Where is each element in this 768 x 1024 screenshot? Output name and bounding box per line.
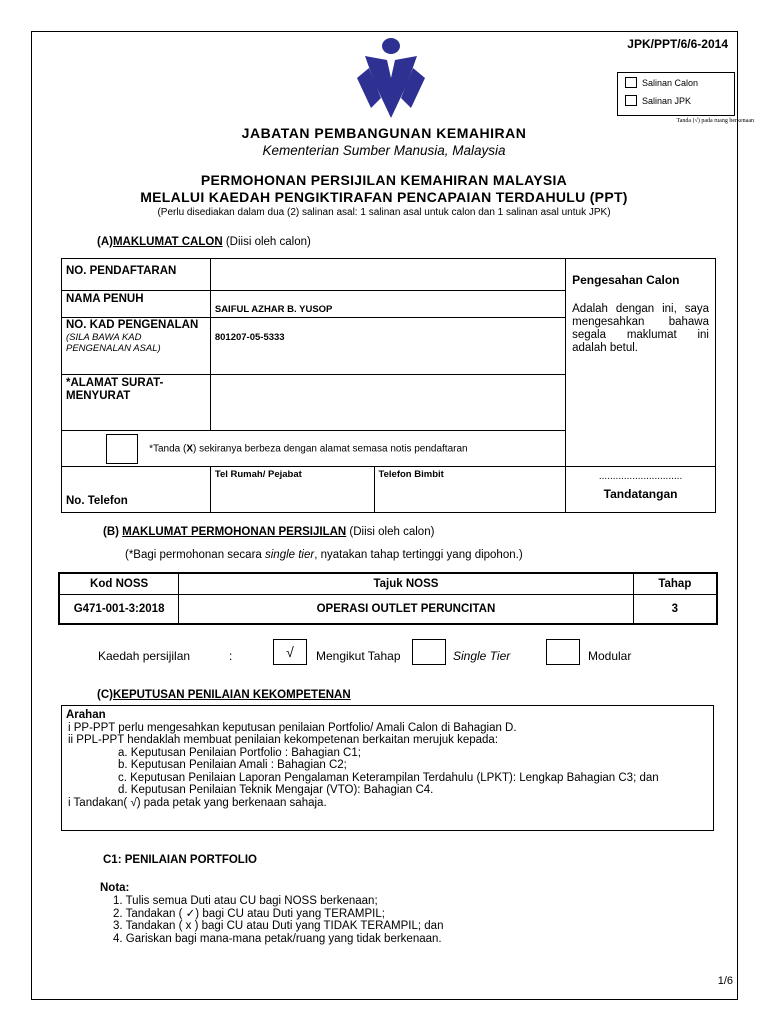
ministry-name: Kementerian Sumber Manusia, Malaysia <box>262 143 506 158</box>
nota-item: 1. Tulis semua Duti atau CU bagi NOSS berkenaan; <box>113 894 378 907</box>
arahan-line: b. Keputusan Penilaian Amali : Bahagian C2; <box>118 759 347 771</box>
kaedah-colon: : <box>229 649 233 663</box>
field-nama-penuh[interactable]: SAIFUL AZHAR B. YUSOP <box>210 291 565 318</box>
section-c-heading: (C)KEPUTUSAN PENILAIAN KEKOMPETENAN <box>97 689 351 701</box>
candidate-info-table <box>61 258 716 513</box>
tandatangan-label: Tandatangan <box>603 487 678 501</box>
page-number: 1/6 <box>717 975 733 987</box>
address-different-checkbox[interactable] <box>106 434 138 464</box>
form-title-line2: MELALUI KAEDAH PENGIKTIRAFAN PENCAPAIAN TERDAHULU (PPT) <box>140 189 628 205</box>
nota-block <box>100 882 443 946</box>
signature-line: .............................. <box>598 471 683 482</box>
arahan-title: Arahan <box>66 709 106 721</box>
section-a-heading: (A)MAKLUMAT CALON (Diisi oleh calon) <box>97 236 311 248</box>
form-reference-code: JPK/PPT/6/6-2014 <box>627 37 728 51</box>
form-subtitle: (Perlu disediakan dalam dua (2) salinan asal: 1 salinan asal untuk calon dan 1 salinan asal untuk JPK) <box>157 207 611 218</box>
noss-table <box>58 572 718 625</box>
tick-hint: Tanda (√) pada ruang berkenaan <box>676 118 754 124</box>
address-different-row: *Tanda (X) sekiranya berbeza dengan alamat semasa notis pendaftaran <box>62 431 566 467</box>
nota-title: Nota: <box>100 882 130 894</box>
arahan-line: c. Keputusan Penilaian Laporan Pengalaman Keterampilan Terdahulu (LPKT): Lengkap Bahagian C3; dan <box>118 771 659 784</box>
c1-heading: C1: PENILAIAN PORTFOLIO <box>103 854 257 866</box>
arahan-line: ii PPL-PPT hendaklah membuat penilaian kekompetenan berkaitan merujuk kepada: <box>68 734 499 746</box>
nota-item: 3. Tandakan ( x ) bagi CU atau Duti yang TIDAK TERAMPIL; dan <box>113 920 444 933</box>
option-modular-label: Modular <box>588 649 632 663</box>
option-mengikut-tahap-label: Mengikut Tahap <box>316 649 401 663</box>
label-alamat: *ALAMAT SURAT-MENYURAT <box>62 375 211 431</box>
field-tel-bimbit[interactable]: Telefon Bimbit <box>374 467 566 513</box>
table-row <box>59 595 717 625</box>
field-no-kad[interactable]: 801207-05-5333 <box>210 318 565 375</box>
cell-tajuk-noss[interactable]: OPERASI OUTLET PERUNCITAN <box>179 595 634 625</box>
copy-option-jpk[interactable]: Salinan JPK <box>625 95 691 106</box>
label-no-kad-cell: NO. KAD PENGENALAN (SILA BAWA KAD PENGENALAN ASAL) <box>62 318 211 375</box>
header-tajuk-noss: Tajuk NOSS <box>179 573 634 595</box>
label-telefon: No. Telefon <box>62 467 211 513</box>
section-b-heading: (B) MAKLUMAT PERMOHONAN PERSIJILAN (Diisi oleh calon) <box>103 526 435 538</box>
checkbox-single-tier[interactable] <box>412 639 446 665</box>
checkbox-salinan-calon[interactable] <box>625 77 637 88</box>
label-no-pendaftaran: NO. PENDAFTARAN <box>62 259 211 291</box>
signature-cell <box>566 467 716 513</box>
header-tahap: Tahap <box>633 573 717 595</box>
copy-type-box <box>617 72 735 116</box>
form-title-line1: PERMOHONAN PERSIJILAN KEMAHIRAN MALAYSIA <box>200 172 568 188</box>
checkbox-salinan-jpk[interactable] <box>625 95 637 106</box>
org-name: JABATAN PEMBANGUNAN KEMAHIRAN <box>241 125 527 141</box>
kaedah-label: Kaedah persijilan <box>98 649 191 663</box>
checkbox-mengikut-tahap[interactable]: √ <box>273 639 307 665</box>
field-alamat[interactable] <box>210 375 565 431</box>
nota-item: 2. Tandakan ( ✓) bagi CU atau Duti yang TERAMPIL; <box>113 907 385 920</box>
field-no-pendaftaran[interactable] <box>210 259 565 291</box>
pengesahan-calon-box <box>566 259 716 467</box>
pengesahan-text: Adalah dengan ini, saya mengesahkan bahawa segala maklumat ini adalah betul. <box>572 303 709 354</box>
arahan-line: d. Keputusan Penilaian Teknik Mengajar (VTO): Bahagian C4. <box>118 784 434 796</box>
checkbox-modular[interactable] <box>546 639 580 665</box>
header-kod-noss: Kod NOSS <box>59 573 179 595</box>
cell-kod-noss[interactable]: G471-001-3:2018 <box>59 595 179 625</box>
jpk-logo <box>357 38 425 118</box>
arahan-box <box>61 705 714 831</box>
option-single-tier-label: Single Tier <box>453 649 511 663</box>
label-nama-penuh: NAMA PENUH <box>62 291 211 318</box>
cell-tahap[interactable]: 3 <box>633 595 717 625</box>
arahan-line: i Tandakan( √) pada petak yang berkenaan sahaja. <box>68 796 327 809</box>
single-tier-hint: (*Bagi permohonan secara single tier, nyatakan tahap tertinggi yang dipohon.) <box>125 549 523 561</box>
field-tel-rumah[interactable]: Tel Rumah/ Pejabat <box>210 467 374 513</box>
pengesahan-title: Pengesahan Calon <box>572 273 680 287</box>
nota-item: 4. Gariskan bagi mana-mana petak/ruang yang tidak berkenaan. <box>113 933 442 946</box>
arahan-line: a. Keputusan Penilaian Portfolio : Bahagian C1; <box>118 746 361 759</box>
arahan-line: i PP-PPT perlu mengesahkan keputusan penilaian Portfolio/ Amali Calon di Bahagian D. <box>68 721 517 734</box>
copy-option-calon[interactable]: Salinan Calon <box>625 77 698 88</box>
